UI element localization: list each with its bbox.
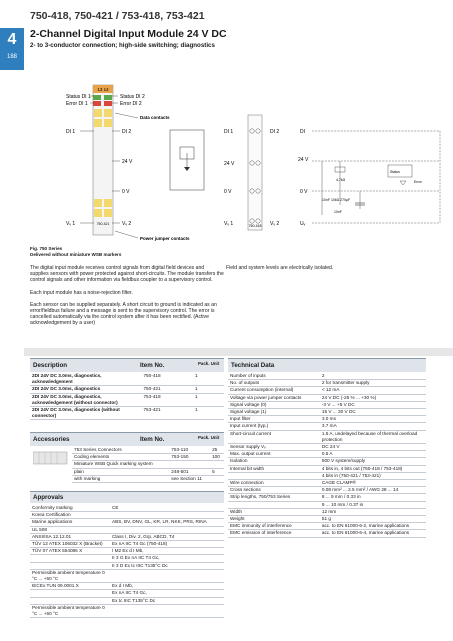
tech-row-l: EMC immunity of interference [228, 523, 320, 530]
tech-row-l: Signal voltage (1) [228, 409, 320, 416]
description-row-desc: 2DI 24V DC 3.0ms, diagnostics, acknowledgement (without connector) [30, 393, 141, 406]
approval-row-l: TÜV 12 ATEX 106032 X (Bracket) [30, 541, 110, 548]
pinout-24v: 24 V [224, 161, 235, 167]
section-number: 4 [7, 31, 17, 48]
power-jumper-label: Power jumper contacts [140, 236, 190, 241]
accessory-row [72, 454, 224, 461]
accessory-row-unit [210, 461, 224, 468]
tech-row-l: Input current (typ.) [228, 423, 320, 430]
accessory-row-desc: 753 Series Connectors [72, 447, 169, 454]
tech-row-l: Signal voltage (0) [228, 401, 320, 408]
error-di1-label: Error DI 1 [66, 101, 88, 107]
circuit-0v: 0 V [300, 189, 308, 195]
tech-row [228, 530, 426, 537]
approval-row [30, 562, 224, 569]
circuit-cap: 10nF [334, 210, 342, 214]
tech-row [228, 451, 426, 458]
tech-row-r: 0.08 mm² ... 2.5 mm² / AWG 28 ... 14 [320, 487, 426, 494]
description-row [30, 393, 224, 406]
approval-row-r: I M2 Ex d I Mb, [110, 548, 224, 555]
error-di2-label: Error DI 2 [120, 101, 142, 107]
approval-row-l [30, 562, 110, 569]
approval-row [30, 548, 224, 555]
data-contacts-label: Data contacts [140, 115, 170, 120]
tech-row-l: Weight [228, 516, 320, 523]
tech-row [228, 387, 426, 394]
body-p2: Each input module has a noise-rejection filter. [30, 289, 133, 296]
approval-row-r: II 3 G Ex nA IIC T4 Gc, [110, 555, 224, 562]
isolation-note: Field and system levels are electrically isolated. [226, 265, 334, 271]
description-title: Description [33, 362, 68, 369]
accessory-row-item: 248-501 [169, 468, 210, 475]
approval-row-r: Class I, Div. 2, Grp. ABCD, T4 [110, 533, 224, 540]
pinout-diagram [224, 115, 279, 230]
tech-row [228, 472, 426, 479]
tech-row-r: 4 bits in, 4 bits out (750-418 / 753-418) [320, 465, 426, 472]
vv1-label: Vᵥ 1 [66, 221, 76, 227]
accessory-row-item: 753-150 [169, 454, 210, 461]
description-row-unit: 1 [193, 407, 224, 420]
module-diagram [66, 85, 204, 241]
tech-row-r: 24 V DC (-25 % ... +30 %) [320, 394, 426, 401]
tech-row [228, 501, 426, 508]
tech-row-r: CAGE CLAMP® [320, 480, 426, 487]
tech-row-l: Width [228, 508, 320, 515]
v24-label: 24 V [122, 159, 133, 165]
figure-caption [30, 246, 121, 258]
description-row-item: 753-421 [141, 407, 193, 420]
tech-row [228, 409, 426, 416]
tech-row-l: Number of inputs [228, 373, 320, 380]
tech-row-l: Cross sections [228, 487, 320, 494]
description-row-item: 750-421 [141, 386, 193, 393]
circuit-error: Error [414, 180, 422, 184]
approval-row [30, 555, 224, 562]
approval-row-r: Ex tc IIIC T135°C Dc [110, 597, 224, 604]
connector-thumbnail [33, 450, 69, 466]
approval-row-r [110, 604, 224, 617]
accessory-row-desc: Coding elements [72, 454, 169, 461]
tech-row-l: Input filter [228, 416, 320, 423]
accessory-row-desc: plain [72, 468, 169, 475]
status-di1-label: Status DI 1 [66, 94, 91, 100]
module-label: 750-421 [96, 222, 110, 226]
tech-row-l: Wire connection [228, 480, 320, 487]
accessories-title: Accessories [33, 436, 70, 443]
page-number: 188 [6, 54, 17, 60]
circuit-status: Status [390, 170, 400, 174]
di1-label: DI 1 [66, 129, 76, 135]
tech-row-l: Sensor supply Vᵥ [228, 444, 320, 451]
description-col-item: Item No. [140, 362, 165, 369]
approval-row-l [30, 597, 110, 604]
accessory-row-unit [210, 475, 224, 482]
tech-row-l: Max. output current [228, 451, 320, 458]
tech-row-r: 500 V system/supply [320, 458, 426, 465]
tech-row-l: Internal bit width [228, 465, 320, 472]
divider-bar [24, 348, 453, 356]
tech-row-l [228, 472, 320, 479]
approval-row [30, 590, 224, 597]
tech-row [228, 430, 426, 443]
tech-row-r: 15 V ... 30 V DC [320, 409, 426, 416]
circuit-rc: 10nF 10kΩ 270µF [322, 198, 351, 202]
approval-row-r: CE [110, 505, 224, 512]
tech-row [228, 458, 426, 465]
approval-row [30, 597, 224, 604]
tech-row [228, 508, 426, 515]
accessory-row-item: see Section 11 [169, 475, 210, 482]
tech-row [228, 494, 426, 501]
tech-row-r: 8 ... 9 mm / 0.33 in [320, 494, 426, 501]
accessories-col-item: Item No. [140, 436, 165, 443]
approval-row-r [110, 526, 224, 533]
tech-row [228, 465, 426, 472]
tech-row-r: 9 ... 10 mm / 0.37 in [320, 501, 426, 508]
tech-row-r: DC 24 V [320, 444, 426, 451]
vv2-label: Vᵥ 2 [122, 221, 132, 227]
description-row-desc: 2DI 24V DC 3.0ms, diagnostics, acknowledgement [30, 373, 141, 386]
approval-row-l: Permissible ambient temperature 0 °C ... +60 °C [30, 604, 110, 617]
approval-row-r: ABS, BV, DNV, GL, KR, LR, NKK, PRS, RINA [110, 519, 224, 526]
tech-row-l: No. of outputs [228, 380, 320, 387]
tech-row-l [228, 501, 320, 508]
description-row-item: 753-418 [141, 393, 193, 406]
caption-line1: Fig. 750 Series [30, 246, 63, 251]
approval-row-l: ANSI/ISA 12.12.01 [30, 533, 110, 540]
approvals-title: Approvals [30, 491, 224, 503]
accessory-row-item: 753-110 [169, 447, 210, 454]
technical-title: Technical Data [228, 358, 426, 372]
approval-row-l: Permissible ambient temperature 0 °C ... +60 °C [30, 569, 110, 582]
tech-row-r: 3.0 ms [320, 416, 426, 423]
approval-row-r: II 3 D Ex tc IIIC T135°C Dc [110, 562, 224, 569]
accessory-row-item [169, 461, 210, 468]
circuit-uv: Uᵥ [300, 221, 306, 227]
circuit-r1: 4,7kΩ [336, 178, 346, 182]
approval-row [30, 505, 224, 512]
description-row-desc: 2DI 24V DC 3.0ms, diagnostics (without connector) [30, 407, 141, 420]
approval-row-l [30, 590, 110, 597]
approval-row [30, 541, 224, 548]
accessories-col-unit: Pack. Unit [198, 435, 220, 440]
description-table [30, 373, 224, 420]
tech-row-r: 2 for transmitter supply [320, 380, 426, 387]
approval-row [30, 583, 224, 590]
body-p1: The digital input module receives control signals from digital field devices and supplies sensors with power protected against short-circuits. The module transfers the control signals and other information via fieldbus coupler to a supervisory control. [30, 265, 224, 284]
description-row [30, 407, 224, 420]
approvals-table [30, 505, 224, 618]
accessory-row-desc: Miniature WSB Quick marking system [72, 461, 169, 468]
description-row-item: 750-418 [141, 373, 193, 386]
status-di2-label: Status DI 2 [120, 94, 145, 100]
approval-row [30, 604, 224, 617]
description-row-desc: 2DI 24V DC 3.0ms, diagnostics [30, 386, 141, 393]
tech-row-l: Current consumption (internal) [228, 387, 320, 394]
wiring-diagrams [0, 55, 453, 245]
approval-row-l: TÜV 07 ATEX 554086 X [30, 548, 110, 555]
tech-row-r: 0.5 A [320, 451, 426, 458]
tech-row [228, 523, 426, 530]
pinout-module-label: 750-418 [248, 224, 262, 228]
approval-row [30, 519, 224, 526]
tech-row [228, 423, 426, 430]
tech-row-l: Isolation [228, 458, 320, 465]
description-row [30, 386, 224, 393]
pinout-di2: DI 2 [270, 129, 280, 135]
approval-row-r: Ex nA IIC T4 Gc (750-418) [110, 541, 224, 548]
caption-line2: Delivered without miniature WSB markers [30, 252, 122, 257]
tech-row [228, 516, 426, 523]
technical-table [228, 373, 426, 538]
tech-row-r: -3 V ... +5 V DC [320, 401, 426, 408]
tech-row-l: Short-circuit current [228, 430, 320, 443]
pinout-vv1: Vᵥ 1 [224, 221, 234, 227]
description-row [30, 373, 224, 386]
tech-row-r: acc. to EN 61000-6-4, marine applications [320, 530, 426, 537]
accessory-row-unit: 100 [210, 454, 224, 461]
tech-row-r: 12 mm [320, 508, 426, 515]
approval-row-r [110, 569, 224, 582]
tech-row-r: acc. to EN 61000-6-2, marine applications [320, 523, 426, 530]
approval-row-r: Ex d I Mb, [110, 583, 224, 590]
circuit-diagram [298, 129, 440, 227]
accessories-header [30, 432, 224, 446]
module-top-label: 13 14 [97, 87, 109, 92]
approval-row-r: Ex nA IIC T4 Gc, [110, 590, 224, 597]
approval-row-l: Korea Certification [30, 512, 110, 519]
approval-row-l: Marine applications [30, 519, 110, 526]
tech-row [228, 373, 426, 380]
tech-row-l: EMC emission of interference [228, 530, 320, 537]
tech-row [228, 444, 426, 451]
body-p3: Each sensor can be supplied separately. A short circuit to ground is indicated as an error/fieldbus failure and a message is sent to the supervisory control. The error is cancelled automatically via the control system after it has been rectified. (Active acknowledgement by a user) [30, 301, 217, 327]
approval-row-l: UL 508 [30, 526, 110, 533]
circuit-di: DI [300, 129, 305, 135]
tech-row-r: 3.7 mA [320, 423, 426, 430]
accessory-row [72, 468, 224, 475]
tech-row-r: 4 bits in (750-421 / 753-421) [320, 472, 426, 479]
tech-row [228, 380, 426, 387]
accessory-row [72, 475, 224, 482]
tech-row [228, 394, 426, 401]
description-row-unit: 1 [193, 373, 224, 386]
approval-row [30, 569, 224, 582]
approval-row-l [30, 555, 110, 562]
approval-row [30, 512, 224, 519]
tech-row-r: 51 g [320, 516, 426, 523]
v0-label: 0 V [122, 189, 130, 195]
page-subtitle: 2- to 3-conductor connection; high-side switching; diagnostics [30, 42, 215, 49]
accessory-row-unit: 5 [210, 468, 224, 475]
accessory-row-unit: 25 [210, 447, 224, 454]
description-col-unit: Pack. Unit [198, 361, 220, 366]
pinout-vv2: Vᵥ 2 [270, 221, 280, 227]
approval-row [30, 526, 224, 533]
tech-row-r: 1.5 A, undelayed because of thermal overload protection [320, 430, 426, 443]
circuit-24v: 24 V [298, 157, 309, 163]
page-title: 2-Channel Digital Input Module 24 V DC [30, 28, 227, 40]
description-row-unit: 1 [193, 393, 224, 406]
accessory-row [72, 461, 224, 468]
tech-row [228, 487, 426, 494]
tech-row-l: Strip lengths, 750/753 Series [228, 494, 320, 501]
series-numbers: 750-418, 750-421 / 753-418, 753-421 [30, 10, 205, 22]
approval-row-r [110, 512, 224, 519]
pinout-di1: DI 1 [224, 129, 234, 135]
tech-row-l: Voltage via power jumper contacts [228, 394, 320, 401]
description-header [30, 358, 224, 372]
tech-row [228, 480, 426, 487]
pinout-0v: 0 V [224, 189, 232, 195]
di2-label: DI 2 [122, 129, 132, 135]
description-row-unit: 1 [193, 386, 224, 393]
accessories-table [72, 447, 224, 483]
accessory-row [72, 447, 224, 454]
approval-row [30, 533, 224, 540]
description-text [30, 265, 224, 333]
tech-row-r: < 12 mA [320, 387, 426, 394]
tech-row-r: 2 [320, 373, 426, 380]
tech-row [228, 401, 426, 408]
approval-row-l: Conformity marking [30, 505, 110, 512]
tech-row [228, 416, 426, 423]
approval-row-l: IECEx TUN 09.0001 X [30, 583, 110, 590]
accessory-row-desc: with marking [72, 475, 169, 482]
